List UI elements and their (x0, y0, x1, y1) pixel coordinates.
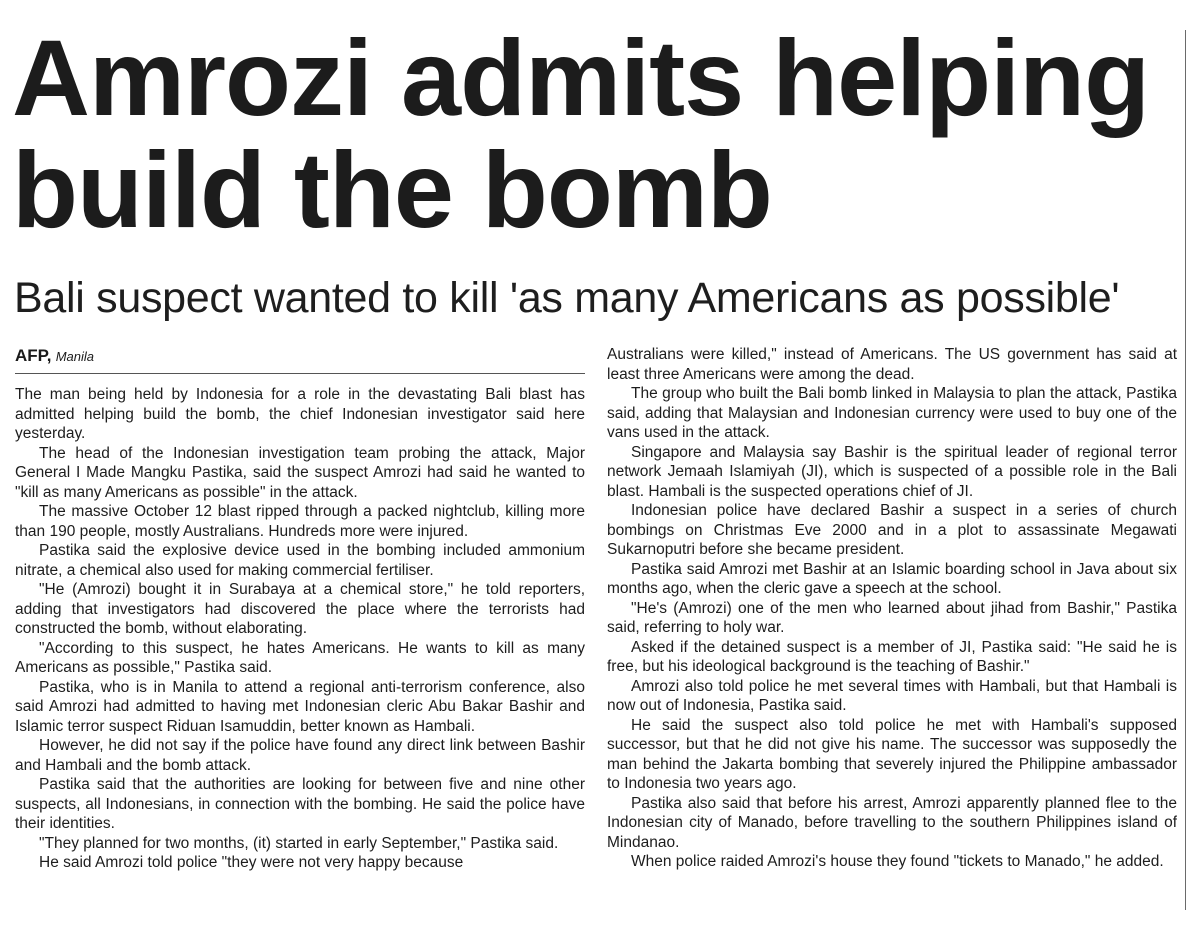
paragraph: Asked if the detained suspect is a member of JI, Pastika said: "He said he is free, but his ideological background is the teaching of Bashir." (607, 638, 1177, 675)
paragraph: The group who built the Bali bomb linked in Malaysia to plan the attack, Pastika said, adding that Malaysian and Indonesian currency were used to buy one of the vans used in the attack. (607, 385, 1177, 441)
paragraph: "They planned for two months, (it) started in early September," Pastika said. (39, 834, 559, 852)
paragraph-continuation: Australians were killed," instead of Americans. The US government has said at least three Americans were among the dead. (607, 346, 1177, 383)
paragraph: The man being held by Indonesia for a role in the devastating Bali blast has admitted helping build the bomb, the chief Indonesian investigator said here yesterday. (15, 386, 585, 442)
paragraph: Pastika said Amrozi met Bashir at an Islamic boarding school in Java about six months ago, when the cleric gave a speech at the school. (607, 560, 1177, 597)
headline: Amrozi admits helping build the bomb (12, 17, 1150, 250)
paragraph: Pastika also said that before his arrest, Amrozi apparently planned flee to the Indonesian city of Manado, before travelling to the southern Philippines island of Mindanao. (607, 794, 1177, 851)
byline-location: Manila (55, 349, 95, 364)
article-column-left (15, 385, 585, 917)
paragraph: He said the suspect also told police he met with Hambali's supposed successor, but that he did not give his name. The successor was supposedly the man behind the Jakarta bombing that severely injured the Philippine ambassador to Indonesia two years ago. (607, 716, 1177, 792)
paragraph: "According to this suspect, he hates Americans. He wants to kill as many Americans as possible," Pastika said. (15, 639, 585, 676)
article-column-right (607, 345, 1177, 905)
paragraph: "He (Amrozi) bought it in Surabaya at a chemical store," he told reporters, adding that investigators had discovered the place where the terrorists had constructed the bomb, without elaborating. (15, 581, 585, 637)
paragraph: Pastika said that the authorities are looking for between five and nine other suspects, all Indonesians, in connection with the bombing. He said the police have their identities. (15, 776, 585, 832)
paragraph: Amrozi also told police he met several times with Hambali, but that Hambali is now out of Indonesia, Pastika said. (607, 677, 1177, 714)
paragraph: Singapore and Malaysia say Bashir is the spiritual leader of regional terror network Jemaah Islamiyah (JI), which is suspected of a possible role in the Bali blast. Hambali is the suspected operations chief of JI. (607, 443, 1177, 500)
paragraph: When police raided Amrozi's house they found "tickets to Manado," he added. (631, 853, 1164, 870)
paragraph: He said Amrozi told police "they were not very happy because (39, 854, 464, 871)
paragraph: Pastika said the explosive device used in the bombing included ammonium nitrate, a chemical also used for making commercial fertiliser. (15, 542, 585, 579)
paragraph: Pastika, who is in Manila to attend a regional anti-terrorism conference, also said Amrozi had admitted to having met Indonesian cleric Abu Bakar Bashir and Islamic terror suspect Riduan Isamuddin, better known as Hambali. (15, 678, 585, 735)
clipping-edge-rule (1185, 30, 1186, 910)
subheadline: Bali suspect wanted to kill 'as many Americans as possible' (14, 274, 1120, 322)
paragraph: Indonesian police have declared Bashir a suspect in a series of church bombings on Christmas Eve 2000 and in a plot to assassinate Megawati Sukarnoputri before she became president. (607, 502, 1177, 558)
paragraph: "He's (Amrozi) one of the men who learned about jihad from Bashir," Pastika said, referring to holy war. (607, 599, 1177, 636)
byline-agency: AFP, (15, 346, 52, 365)
paragraph: The head of the Indonesian investigation team probing the attack, Major General I Made Mangku Pastika, said the suspect Amrozi had said he wanted to "kill as many Americans as possible" in the attack. (15, 444, 585, 501)
byline-divider (15, 373, 585, 374)
paragraph: However, he did not say if the police have found any direct link between Bashir and Hambali and the bomb attack. (15, 737, 585, 774)
byline (15, 346, 585, 367)
paragraph: The massive October 12 blast ripped through a packed nightclub, killing more than 190 people, mostly Australians. Hundreds more were injured. (15, 503, 585, 540)
